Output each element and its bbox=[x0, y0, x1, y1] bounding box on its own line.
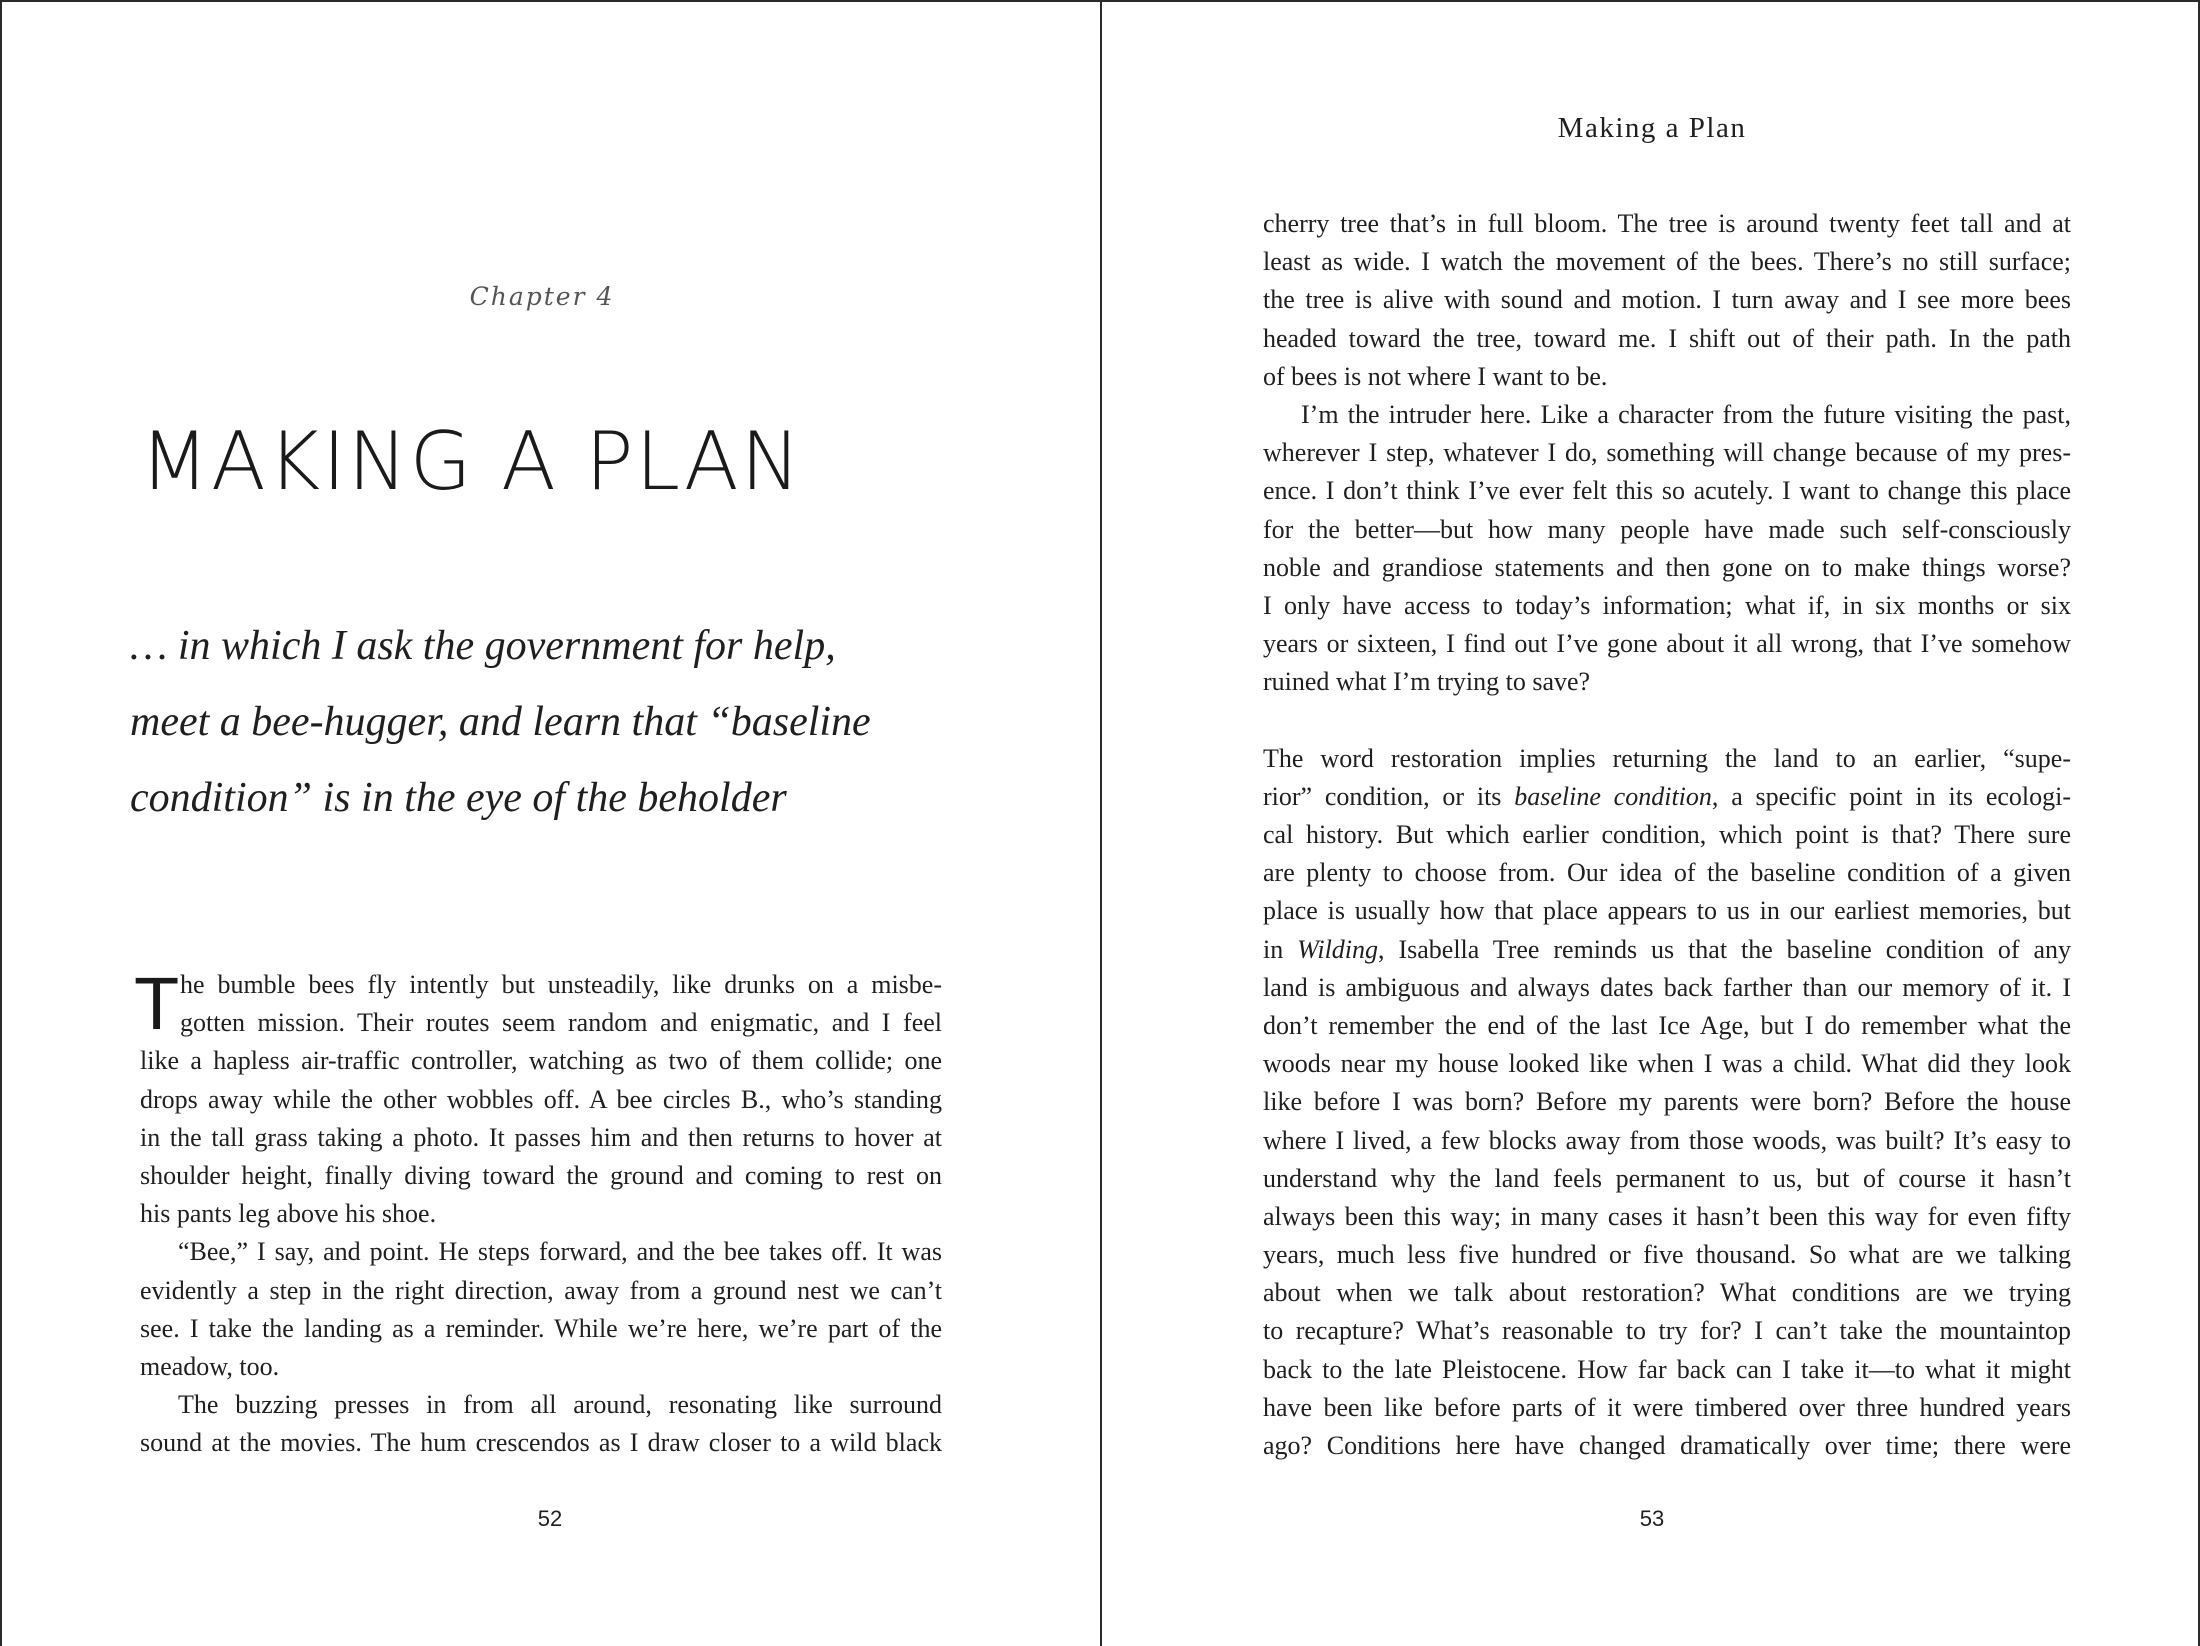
text-line: his pants leg above his shoe. bbox=[140, 1199, 437, 1229]
page-number: 53 bbox=[1639, 1506, 1665, 1531]
text-line: understand why the land feels permanent to us, but of course it hasn’t bbox=[1263, 1163, 2071, 1193]
text-line: are plenty to choose from. Our idea of the baseline condition of a given bbox=[1263, 858, 2071, 888]
text-line: least as wide. I watch the movement of the bees. There’s no still surface; bbox=[1263, 247, 2071, 277]
text-line: years, much less five hundred or five thousand. So what are we talking bbox=[1263, 1240, 2071, 1270]
text-line: for the better—but how many people have made such self-consciously bbox=[1263, 514, 2071, 544]
text-line: shoulder height, finally diving toward the ground and coming to rest on bbox=[140, 1160, 942, 1190]
text-line: drops away while the other wobbles off. A bee circles B., who’s standing bbox=[140, 1084, 942, 1114]
text-span: rior” condition, or its bbox=[1263, 781, 1515, 811]
text-line: cal history. But which earlier condition, which point is that? There sure bbox=[1263, 820, 2071, 849]
text-line: the tree is alive with sound and motion. I turn away and I see more bees bbox=[1263, 285, 2071, 315]
text-line: woods near my house looked like when I was a child. What did they look bbox=[1263, 1049, 2071, 1079]
text-line: “Bee,” I say, and point. He steps forward, and the bee takes off. It was bbox=[178, 1237, 942, 1267]
drop-cap: T bbox=[134, 962, 180, 1045]
text-line: like before I was born? Before my parents were born? Before the house bbox=[1263, 1087, 2071, 1117]
page-number: 52 bbox=[537, 1506, 563, 1531]
epigraph-line: condition” is in the eye of the beholder bbox=[130, 775, 787, 821]
text-line: noble and grandiose statements and then gone on to make things worse? bbox=[1263, 552, 2071, 582]
text-line: sound at the movies. The hum crescendos as I draw closer to a wild black bbox=[140, 1428, 942, 1458]
chapter-title: MAKING A PLAN bbox=[140, 415, 803, 508]
text-span: in bbox=[1263, 934, 1298, 964]
text-line: I only have access to today’s information; what if, in six months or six bbox=[1263, 590, 2071, 620]
text-line: always been this way; in many cases it hasn’t been this way for even fifty bbox=[1263, 1201, 2071, 1231]
text-line: of bees is not where I want to be. bbox=[1263, 361, 1608, 391]
section-break bbox=[1263, 701, 2071, 739]
text-line: like a hapless air-traffic controller, watching as two of them collide; one bbox=[140, 1046, 942, 1076]
text-line: he bumble bees fly intently but unsteadily, like drunks on a misbe- bbox=[180, 970, 942, 999]
right-body-text bbox=[1263, 205, 2071, 1465]
text-line: The word restoration implies returning the land to an earlier, “supe- bbox=[1263, 743, 2071, 773]
right-page bbox=[1100, 0, 2200, 1646]
text-line: about when we talk about restoration? What conditions are we trying bbox=[1263, 1278, 2071, 1308]
text-line: see. I take the landing as a reminder. While we’re here, we’re part of the bbox=[140, 1313, 942, 1343]
text-line: evidently a step in the right direction, away from a ground nest we can’t bbox=[140, 1275, 942, 1305]
text-line bbox=[1263, 931, 2071, 969]
text-line: gotten mission. Their routes seem random and enigmatic, and I feel bbox=[180, 1008, 942, 1038]
epigraph-line: … in which I ask the government for help, bbox=[130, 623, 836, 669]
italic-title: Wilding bbox=[1297, 934, 1379, 964]
text-line bbox=[1263, 778, 2071, 816]
text-span: , a specific point in its ecologi- bbox=[1711, 781, 2072, 811]
text-line: meadow, too. bbox=[140, 1351, 280, 1381]
chapter-epigraph bbox=[130, 608, 950, 836]
text-line: wherever I step, whatever I do, something will change because of my pres- bbox=[1263, 438, 2071, 468]
left-body-text bbox=[134, 962, 942, 1462]
text-line: have been like before parts of it were timbered over three hundred years bbox=[1263, 1392, 2071, 1422]
italic-term: baseline condition bbox=[1514, 781, 1712, 811]
text-line: ago? Conditions here have changed dramatically over time; there were bbox=[1263, 1431, 2071, 1460]
text-line: back to the late Pleistocene. How far back can I take it—to what it might bbox=[1263, 1354, 2071, 1384]
text-line: in the tall grass taking a photo. It passes him and then returns to hover at bbox=[140, 1122, 942, 1152]
text-line: ruined what I’m trying to save? bbox=[1263, 667, 1591, 697]
text-line: years or sixteen, I find out I’ve gone about it all wrong, that I’ve somehow bbox=[1263, 629, 2071, 659]
text-line: to recapture? What’s reasonable to try for? I can’t take the mountaintop bbox=[1263, 1316, 2071, 1346]
text-line: don’t remember the end of the last Ice Age, but I do remember what the bbox=[1263, 1010, 2071, 1040]
text-line: headed toward the tree, toward me. I shift out of their path. In the path bbox=[1263, 323, 2071, 353]
text-line: ence. I don’t think I’ve ever felt this so acutely. I want to change this place bbox=[1263, 476, 2071, 506]
text-line: The buzzing presses in from all around, resonating like surround bbox=[178, 1390, 942, 1420]
chapter-label: Chapter 4 bbox=[469, 282, 615, 311]
epigraph-line: meet a bee-hugger, and learn that “baseline bbox=[130, 699, 871, 745]
text-line: cherry tree that’s in full bloom. The tree is around twenty feet tall and at bbox=[1263, 209, 2071, 238]
text-line: where I lived, a few blocks away from those woods, was built? It’s easy to bbox=[1263, 1125, 2071, 1155]
text-line: I’m the intruder here. Like a character from the future visiting the past, bbox=[1301, 399, 2071, 429]
text-line: land is ambiguous and always dates back farther than our memory of it. I bbox=[1263, 972, 2071, 1002]
text-line: place is usually how that place appears to us in our earliest memories, but bbox=[1263, 896, 2071, 926]
text-span: , Isabella Tree reminds us that the baseline condition of any bbox=[1378, 934, 2071, 964]
opening-paragraph bbox=[134, 962, 942, 1045]
running-head: Making a Plan bbox=[1557, 112, 1747, 144]
